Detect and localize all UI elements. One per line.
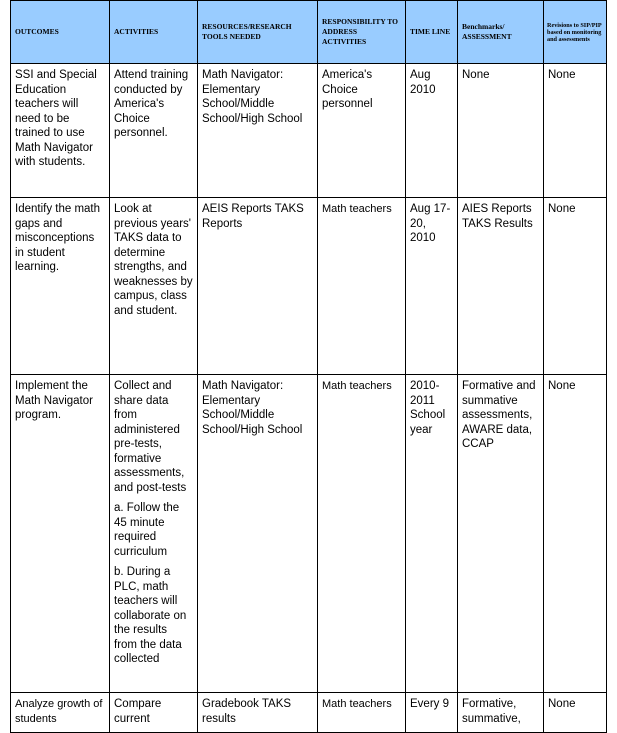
activities-cell <box>110 64 198 198</box>
header-responsibility: RESPONSIBILITY TO ADDRESS ACTIVITIES <box>318 1 406 64</box>
timeline-cell: Every 9 <box>406 693 458 733</box>
header-outcomes: OUTCOMES <box>11 1 110 64</box>
outcome-cell: Analyze growth of students <box>11 693 110 733</box>
responsibility-cell: America's Choice personnel <box>318 64 406 198</box>
responsibility-cell: Math teachers <box>318 693 406 733</box>
resources-cell: Math Navigator: Elementary School/Middle School/High School <box>198 375 318 693</box>
timeline-cell: 2010-2011 School year <box>406 375 458 693</box>
table-row <box>11 64 607 198</box>
activity-text: Look at previous years' TAKS data to determine strengths, and weaknesses by campus, class and student. <box>114 203 193 317</box>
header-revisions: Revisions to SIP/PIP based on monitoring and assessments <box>544 1 607 64</box>
resources-cell: Gradebook TAKS results <box>198 693 318 733</box>
activities-cell <box>110 693 198 733</box>
action-plan-table <box>10 0 607 733</box>
header-activities: ACTIVITIES <box>110 1 198 64</box>
outcome-cell: Identify the math gaps and misconceptions in student learning. <box>11 198 110 375</box>
table-row <box>11 693 607 733</box>
header-resources: RESOURCES/RESEARCH TOOLS NEEDED <box>198 1 318 64</box>
activities-cell <box>110 198 198 375</box>
timeline-cell: Aug 17-20, 2010 <box>406 198 458 375</box>
revisions-cell: None <box>544 375 607 693</box>
header-timeline: TIME LINE <box>406 1 458 64</box>
activity-text: Attend training conducted by America's Choice personnel. <box>114 69 189 139</box>
benchmarks-cell: Formative and summative assessments, AWARE data, CCAP <box>458 375 544 693</box>
benchmarks-cell: AIES Reports TAKS Results <box>458 198 544 375</box>
activities-cell <box>110 375 198 693</box>
resources-cell: AEIS Reports TAKS Reports <box>198 198 318 375</box>
plan-table-container <box>10 0 607 733</box>
timeline-cell: Aug 2010 <box>406 64 458 198</box>
activity-text: Compare current <box>114 698 162 725</box>
table-row <box>11 198 607 375</box>
benchmarks-cell: Formative, summative, <box>458 693 544 733</box>
revisions-cell: None <box>544 693 607 733</box>
activity-text: b. During a PLC, math teachers will collaborate on the results from the data collected <box>114 566 187 665</box>
benchmarks-cell: None <box>458 64 544 198</box>
outcome-cell: Implement the Math Navigator program. <box>11 375 110 693</box>
table-row <box>11 375 607 693</box>
activity-text: a. Follow the 45 minute required curriculum <box>114 502 180 558</box>
revisions-cell: None <box>544 198 607 375</box>
header-benchmarks: Benchmarks/ ASSESSMENT <box>458 1 544 64</box>
revisions-cell: None <box>544 64 607 198</box>
activity-text: Collect and share data from administered pre-tests, formative assessments, and post-tests <box>114 380 187 494</box>
resources-cell: Math Navigator: Elementary School/Middle School/High School <box>198 64 318 198</box>
header-row <box>11 1 607 64</box>
responsibility-cell: Math teachers <box>318 375 406 693</box>
responsibility-cell: Math teachers <box>318 198 406 375</box>
outcome-cell: SSI and Special Education teachers will need to be trained to use Math Navigator with students. <box>11 64 110 198</box>
